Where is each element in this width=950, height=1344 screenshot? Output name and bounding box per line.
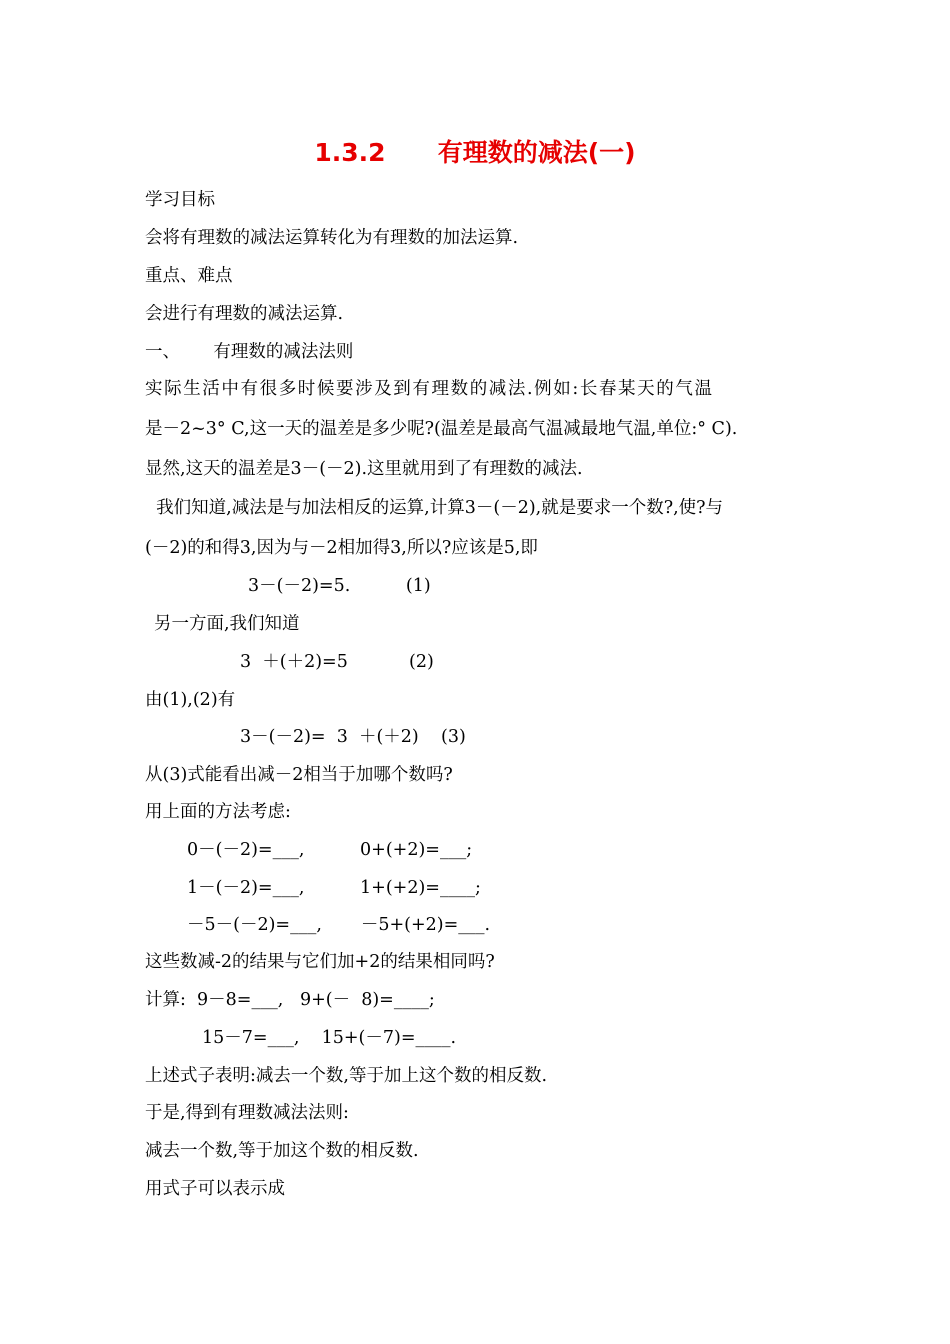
exercise-line: －5－(－2)=___, －5+(+2)=___. bbox=[187, 915, 491, 935]
section-heading-objectives: 学习目标 bbox=[145, 190, 215, 210]
paragraph-line: 用式子可以表示成 bbox=[145, 1179, 285, 1199]
exercise-line: 计算: 9－8=___, 9+(－ 8)=____; bbox=[145, 990, 435, 1010]
paragraph-line: 从(3)式能看出减－2相当于加哪个数吗? bbox=[145, 765, 453, 785]
rule-statement: 减去一个数,等于加这个数的相反数. bbox=[145, 1141, 419, 1161]
exercise-line: 15－7=___, 15+(－7)=____. bbox=[202, 1028, 457, 1048]
objective-text: 会将有理数的减法运算转化为有理数的加法运算. bbox=[145, 228, 519, 248]
exercise-line: 0－(－2)=___, 0+(+2)=___; bbox=[187, 840, 473, 860]
paragraph-line: 实际生活中有很多时候要涉及到有理数的减法.例如:长春某天的气温 bbox=[145, 379, 714, 399]
paragraph-line: 我们知道,减法是与加法相反的运算,计算3－(－2),就是要求一个数?,使?与 bbox=[145, 498, 724, 518]
paragraph-line: 这些数减-2的结果与它们加+2的结果相同吗? bbox=[145, 952, 495, 972]
keypoint-text: 会进行有理数的减法运算. bbox=[145, 304, 344, 324]
paragraph-line: 另一方面,我们知道 bbox=[154, 614, 300, 634]
equation-3: 3－(－2)= 3 ＋(＋2) (3) bbox=[240, 727, 466, 747]
paragraph-line: 于是,得到有理数减法法则: bbox=[145, 1103, 349, 1123]
section-heading-rule: 一、 有理数的减法法则 bbox=[145, 342, 354, 362]
exercise-line: 1－(－2)=___, 1+(+2)=____; bbox=[187, 878, 481, 898]
section-heading-keypoints: 重点、难点 bbox=[145, 266, 233, 286]
paragraph-line: 是－2~3° C,这一天的温差是多少呢?(温差是最高气温减最地气温,单位:° C). bbox=[145, 419, 738, 439]
equation-1: 3－(－2)=5. (1) bbox=[248, 576, 431, 596]
equation-2: 3 ＋(＋2)=5 (2) bbox=[240, 652, 434, 672]
paragraph-line: 由(1),(2)有 bbox=[145, 690, 236, 710]
page-title: 1.3.2 有理数的减法(一) bbox=[314, 138, 636, 167]
paragraph-line: 显然,这天的温差是3－(－2).这里就用到了有理数的减法. bbox=[145, 459, 583, 479]
paragraph-line: 上述式子表明:减去一个数,等于加上这个数的相反数. bbox=[145, 1066, 548, 1086]
paragraph-line: 用上面的方法考虑: bbox=[145, 802, 291, 822]
paragraph-line: (－2)的和得3,因为与－2相加得3,所以?应该是5,即 bbox=[145, 538, 538, 558]
